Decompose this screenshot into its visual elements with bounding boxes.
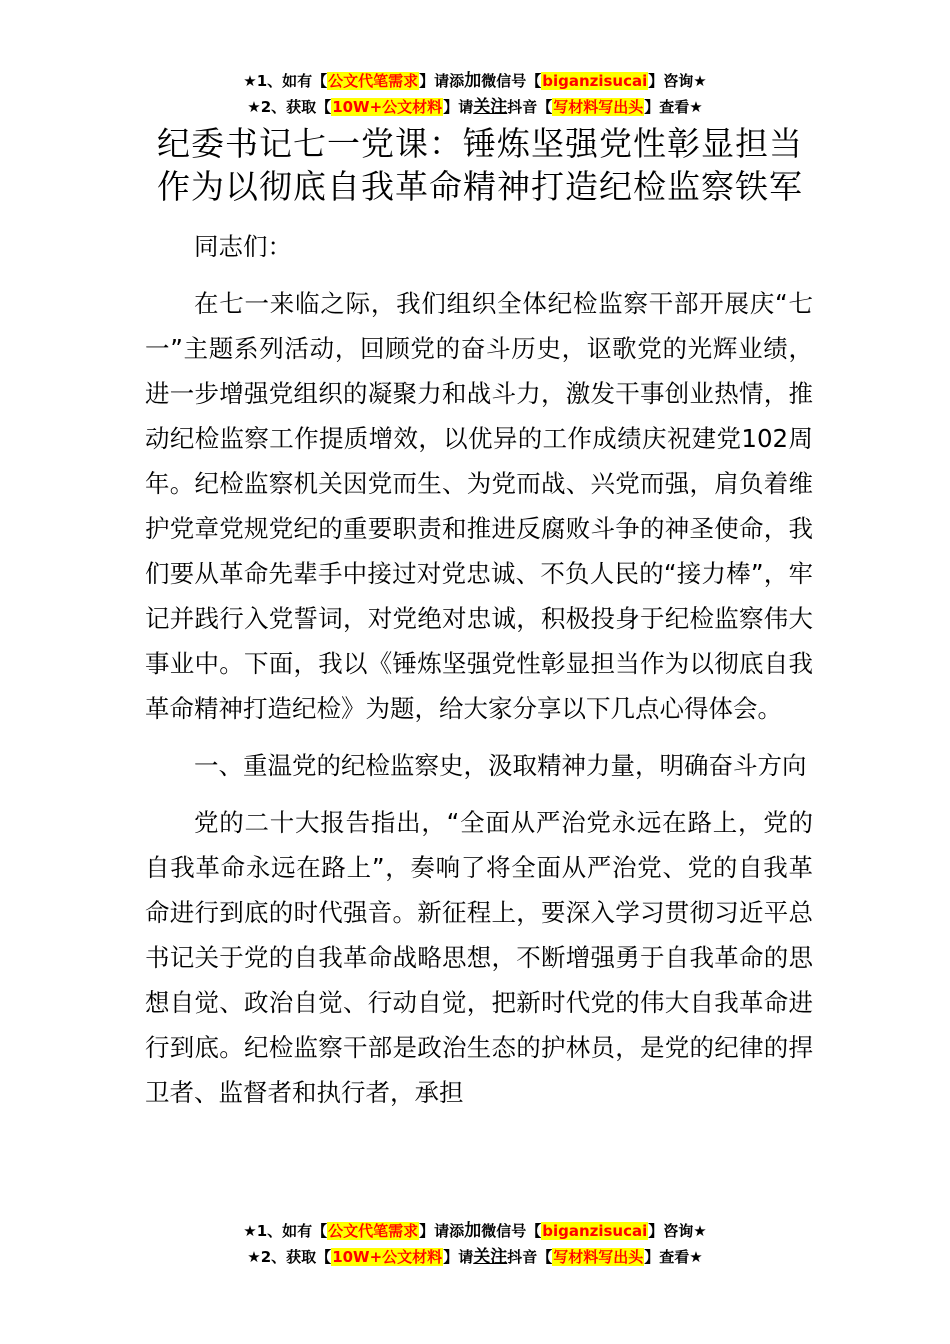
banner-text: 】查看★ bbox=[644, 98, 703, 116]
banner-douyin-id: 写材料写出头 bbox=[553, 1248, 644, 1266]
banner-text: 】咨询★ bbox=[648, 1222, 707, 1240]
banner-text: 微信号【 bbox=[481, 1222, 542, 1240]
banner-emphasis: 加 bbox=[464, 1221, 482, 1241]
banner-emphasis: 关注 bbox=[473, 97, 508, 117]
banner-line-2 bbox=[0, 1244, 950, 1270]
banner-text: 】请 bbox=[443, 98, 474, 116]
banner-text: 】咨询★ bbox=[648, 72, 707, 90]
banner-text: ★2、获取【 bbox=[247, 98, 332, 116]
header-banner bbox=[0, 68, 950, 120]
banner-text: ★1、如有【 bbox=[243, 1222, 328, 1240]
banner-emphasis: 加 bbox=[464, 71, 482, 91]
banner-line-1 bbox=[0, 1218, 950, 1244]
banner-text: ★2、获取【 bbox=[247, 1248, 332, 1266]
footer-banner bbox=[0, 1218, 950, 1270]
banner-highlight: 公文代笔需求 bbox=[328, 72, 419, 90]
banner-text: 微信号【 bbox=[481, 72, 542, 90]
document-body bbox=[145, 224, 813, 1127]
banner-douyin-id: 写材料写出头 bbox=[553, 98, 644, 116]
section-heading: 一、重温党的纪检监察史，汲取精神力量，明确奋斗方向 bbox=[194, 751, 807, 780]
banner-text: 】请 bbox=[443, 1248, 474, 1266]
paragraph-salutation: 同志们： bbox=[194, 232, 292, 261]
banner-text: ★1、如有【 bbox=[243, 72, 328, 90]
banner-text: 】请添 bbox=[419, 1222, 465, 1240]
paragraph: 党的二十大报告指出，“全面从严治党永远在路上，党的自我革命永远在路上”，奏响了将全面从严治党、党的自我革命进行到底的时代强音。新征程上，要深入学习贯彻习近平总书记关于党的自我革命战略思想，不断增强勇于自我革命的思想自觉、政治自觉、行动自觉，把新时代党的伟大自我革命进行到底。纪检监察干部是政治生态的护林员，是党的纪律的捍卫者、监督者和执行者，承担 bbox=[145, 808, 813, 1107]
banner-line-2 bbox=[0, 94, 950, 120]
paragraph: 在七一来临之际，我们组织全体纪检监察干部开展庆“七一”主题系列活动，回顾党的奋斗历史，讴歌党的光辉业绩，进一步增强党组织的凝聚力和战斗力，激发干事创业热情，推动纪检监察工作提质增效，以优异的工作成绩庆祝建党102周年。纪检监察机关因党而生、为党而战、兴党而强，肩负着维护党章党规党纪的重要职责和推进反腐败斗争的神圣使命，我们要从革命先辈手中接过对党忠诚、不负人民的“接力棒”，牢记并践行入党誓词，对党绝对忠诚，积极投身于纪检监察伟大事业中。下面，我以《锤炼坚强党性彰显担当作为以彻底自我革命精神打造纪检》为题，给大家分享以下几点心得体会。 bbox=[145, 289, 813, 723]
banner-emphasis: 关注 bbox=[473, 1247, 508, 1267]
banner-wechat-id: biganzisucai bbox=[542, 72, 648, 90]
banner-highlight: 10W+公文材料 bbox=[332, 1248, 443, 1266]
document-title: 纪委书记七一党课：锤炼坚强党性彰显担当作为以彻底自我革命精神打造纪检监察铁军 bbox=[157, 124, 803, 206]
banner-text: 抖音【 bbox=[507, 1248, 553, 1266]
banner-highlight: 10W+公文材料 bbox=[332, 98, 443, 116]
banner-wechat-id: biganzisucai bbox=[542, 1222, 648, 1240]
banner-text: 抖音【 bbox=[507, 98, 553, 116]
banner-highlight: 公文代笔需求 bbox=[328, 1222, 419, 1240]
banner-text: 】请添 bbox=[419, 72, 465, 90]
banner-text: 】查看★ bbox=[644, 1248, 703, 1266]
banner-line-1 bbox=[0, 68, 950, 94]
